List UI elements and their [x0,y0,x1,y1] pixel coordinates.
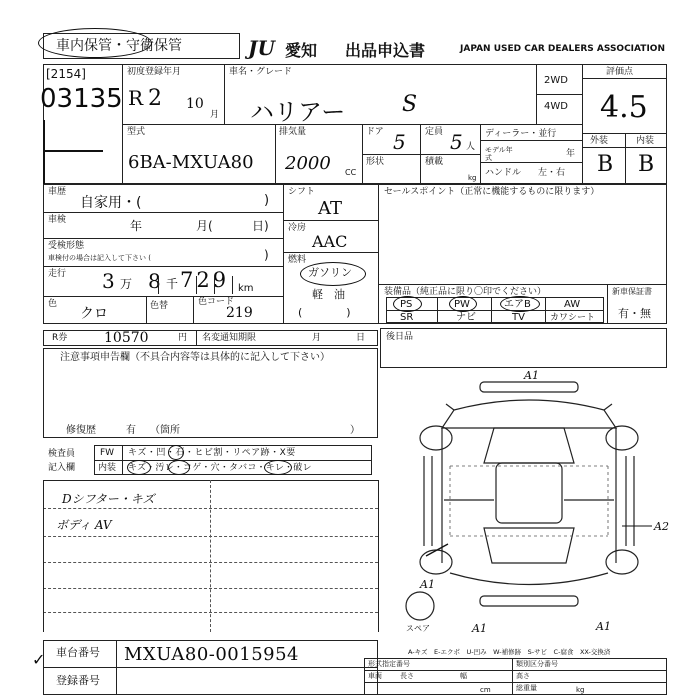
inspection-label: 車検 [48,215,67,225]
dealer-label: ディーラー・並行 [485,129,557,139]
recycle-unit: 円 [178,333,188,343]
spec-type-label: 形式指定番号 [368,660,410,668]
ju-logo: JU [248,36,275,60]
lot-left-bar [43,120,45,184]
displacement-label: 排気量 [279,127,307,137]
name-change-day: 日 [356,333,366,343]
model-year-label: モデル年式 [485,146,513,162]
registration-label: 初度登録年月 [127,67,182,77]
chassis-label: 車台番号 [56,646,100,659]
color-code: 219 [226,305,253,321]
col-line [420,124,421,154]
col-line [146,296,147,324]
col-line [283,184,284,324]
insurance-label: 車内保管・守衛保管 [56,38,182,54]
score-label: 評価点 [606,67,634,77]
exterior-grade: B [597,152,614,177]
chassis-value: MXUA80-0015954 [124,644,300,665]
cooling-label: 冷房 [288,223,307,233]
mileage-man: 3 [102,269,115,293]
row-line [582,78,667,79]
col-line [512,658,513,695]
spec-class-label: 類別区分番号 [516,660,558,668]
handwritten-note-1: Dシフター・キズ [62,492,155,506]
shift-value: AT [318,198,343,219]
model-year-unit: 年 [566,149,576,159]
car-diagram [384,368,670,636]
col-line [491,297,492,323]
col-line [625,133,626,184]
mark-top: A1 [524,369,539,382]
fuel-gasoline: ガソリン [308,266,352,279]
row-line [536,94,582,95]
mileage-label: 走行 [48,269,67,279]
repair-detail: （箇所 [150,425,180,436]
spec-length-label: 長さ [400,672,414,680]
int-circle [127,460,151,475]
inspection-month-unit: 月( [196,219,213,233]
doors-value: 5 [393,130,406,154]
row-line [43,266,283,267]
recycle-value: 10570 [104,330,149,346]
col-line [193,296,194,324]
col-line [275,124,276,184]
col-line [122,445,123,475]
row-line [43,212,283,213]
mileage-sen: 8 [148,269,161,293]
registration-year: 2 [148,86,162,111]
mileage-man-unit: 万 [120,277,133,291]
mileage-rest: 729 [180,268,230,292]
inspector-label: 検査員 [48,449,76,459]
spec-width-label: 幅 [460,672,467,680]
shape-label: 形状 [366,157,385,167]
dent-circle [168,445,184,460]
col-line [420,154,421,184]
color-value: クロ [80,306,108,322]
shift-label: シフト [288,187,316,197]
col-line [196,330,197,346]
load-unit: kg [468,174,477,182]
repair-value: 有 [126,425,136,436]
mileage-unit: km [238,283,254,294]
int-items: キズ・汚レ・コゲ・穴・タバコ・キレ・破レ [128,463,312,473]
col-line [378,480,379,632]
equip-kawa-seat: カワシート [550,313,596,323]
delivery-box [380,328,667,368]
fw-label: FW [100,448,115,458]
col-line [607,284,608,324]
recycle-label: R券 [52,333,68,343]
fw-items: キズ・凹・石・ヒビ割・リペア跡・X要 [128,448,296,458]
row-line [386,310,604,311]
handle-options: 左・右 [538,168,566,178]
mileage-tick [232,276,233,294]
car-name-value: ハリアー [250,98,346,126]
col-line [43,480,44,632]
row-line [364,670,667,671]
airbag-circle [500,296,540,312]
mark-front-left: A1 [420,578,435,591]
row-line [480,140,582,141]
equip-pw: PW [454,299,470,310]
doors-label: ドア [366,127,384,137]
receive-form-note: 車検付の場合は記入して下さい ( [48,254,151,262]
col-line [116,640,117,695]
mark-bottom: A1 [472,622,487,635]
fuel-label: 燃料 [288,255,307,265]
row-line [283,252,378,253]
handwritten-note-2: ボディ AV [56,518,112,532]
score-value: 4.5 [600,90,648,125]
spec-height-label: 高さ [516,672,530,680]
equipment-label: 装備品（純正品に限り〇印でください） [384,287,547,297]
mark-bottom-right: A1 [596,620,611,633]
int-circle [264,460,292,475]
entry-label: 記入欄 [48,463,76,473]
history-label: 車歴 [48,187,67,197]
col-line [545,297,546,323]
car-name-label: 車名・グレード [229,67,293,77]
col-line [378,184,379,324]
row-line [43,296,283,297]
spec-kg-unit: kg [576,686,585,694]
col-line [210,480,211,632]
history-value: 自家用・( [80,195,142,211]
lot-number: 03135 [40,84,123,114]
sales-point-label: セールスポイント（正常に機能するものに限ります） [384,187,600,197]
delivery-label: 後日品 [386,332,414,342]
equip-ps: PS [400,299,413,310]
row-line [362,154,480,155]
notes-label: 注意事項申告欄（不具合内容等は具体的に記入して下さい） [60,352,330,363]
fuel-diesel: 軽 油 [312,288,345,301]
int-label: 内装 [98,463,117,473]
color-label: 色 [48,299,58,309]
damage-legend: A-キズ E-エクボ U-凹み W-補修跡 S-サビ C-腐食 XX-交換済 [408,648,611,656]
registration-month: 10 [186,96,204,112]
handle-label: ハンドル [485,168,522,178]
check-mark: ✓ [32,650,46,669]
car-grade-value: S [402,92,418,117]
capacity-unit: 人 [466,142,476,152]
receive-form-label: 受検形態 [48,241,85,251]
color-code-label: 色コード [198,297,235,307]
form-title: 出品申込書 [345,41,426,60]
spec-vehicle-label: 車両 [368,672,382,680]
name-change-label: 名変通知期限 [202,333,257,343]
lot-bracket-number: [2154] [46,67,86,81]
spec-total-weight-label: 総重量 [516,684,537,692]
receive-form-close: ) [264,248,269,262]
row-line [43,238,283,239]
mileage-sen-unit: 千 [166,277,179,291]
mileage-tick [214,276,215,294]
row-line [122,124,582,125]
capacity-value: 5 [450,130,463,154]
inspection-year-unit: 年 [130,219,143,233]
int-circle [168,460,190,475]
equip-tv: TV [512,312,525,323]
spare-label: スペア [406,624,430,633]
fuel-other: ( ) [298,306,351,319]
parking-label: 新車保証書 [612,287,652,296]
history-close: ) [264,193,270,208]
registration-era: R [128,86,144,110]
pw-circle [449,296,477,312]
parking-options: 有・無 [618,307,651,320]
col-line [480,124,481,184]
mileage-tick [158,276,159,294]
capacity-label: 定員 [425,127,444,137]
mark-right: A2 [654,520,669,533]
equip-sr: SR [400,312,414,323]
displacement-unit: CC [345,168,357,177]
name-change-month: 月 [312,333,322,343]
color-change-label: 色替 [150,301,169,311]
cooling-value: AAC [312,232,348,251]
drive-4wd: 4WD [544,101,568,112]
spec-cm-unit: cm [480,686,491,694]
model-label: 型式 [127,127,146,137]
mileage-tick [196,276,197,294]
row-line [480,162,582,163]
org-english: JAPAN USED CAR DEALERS ASSOCIATION [460,44,665,54]
plate-label: 登録番号 [56,674,100,687]
interior-grade: B [638,152,655,177]
load-label: 積載 [425,157,444,167]
drive-2wd: 2WD [544,75,568,86]
interior-label: 内装 [636,136,655,146]
repair-label: 修復歴 [66,425,96,436]
displacement-value: 2000 [285,153,331,174]
registration-month-unit: 月 [210,110,220,120]
exterior-label: 外装 [590,136,609,146]
ps-circle [393,296,422,312]
col-line [582,64,583,184]
equip-aw: AW [564,299,581,310]
equip-airbag: エアB [504,299,531,310]
row-line [43,667,378,668]
row-line [378,284,667,285]
model-value: 6BA-MXUA80 [128,152,254,173]
org-name: 愛知 [285,41,318,60]
row-line [283,220,378,221]
inspection-day-unit: 日) [252,219,269,233]
col-line [224,64,225,124]
repair-close: ） [350,425,360,436]
lot-bottom-bar [43,150,103,152]
equip-navi: ナビ [456,312,476,323]
col-line [437,297,438,323]
row-line [364,682,667,683]
